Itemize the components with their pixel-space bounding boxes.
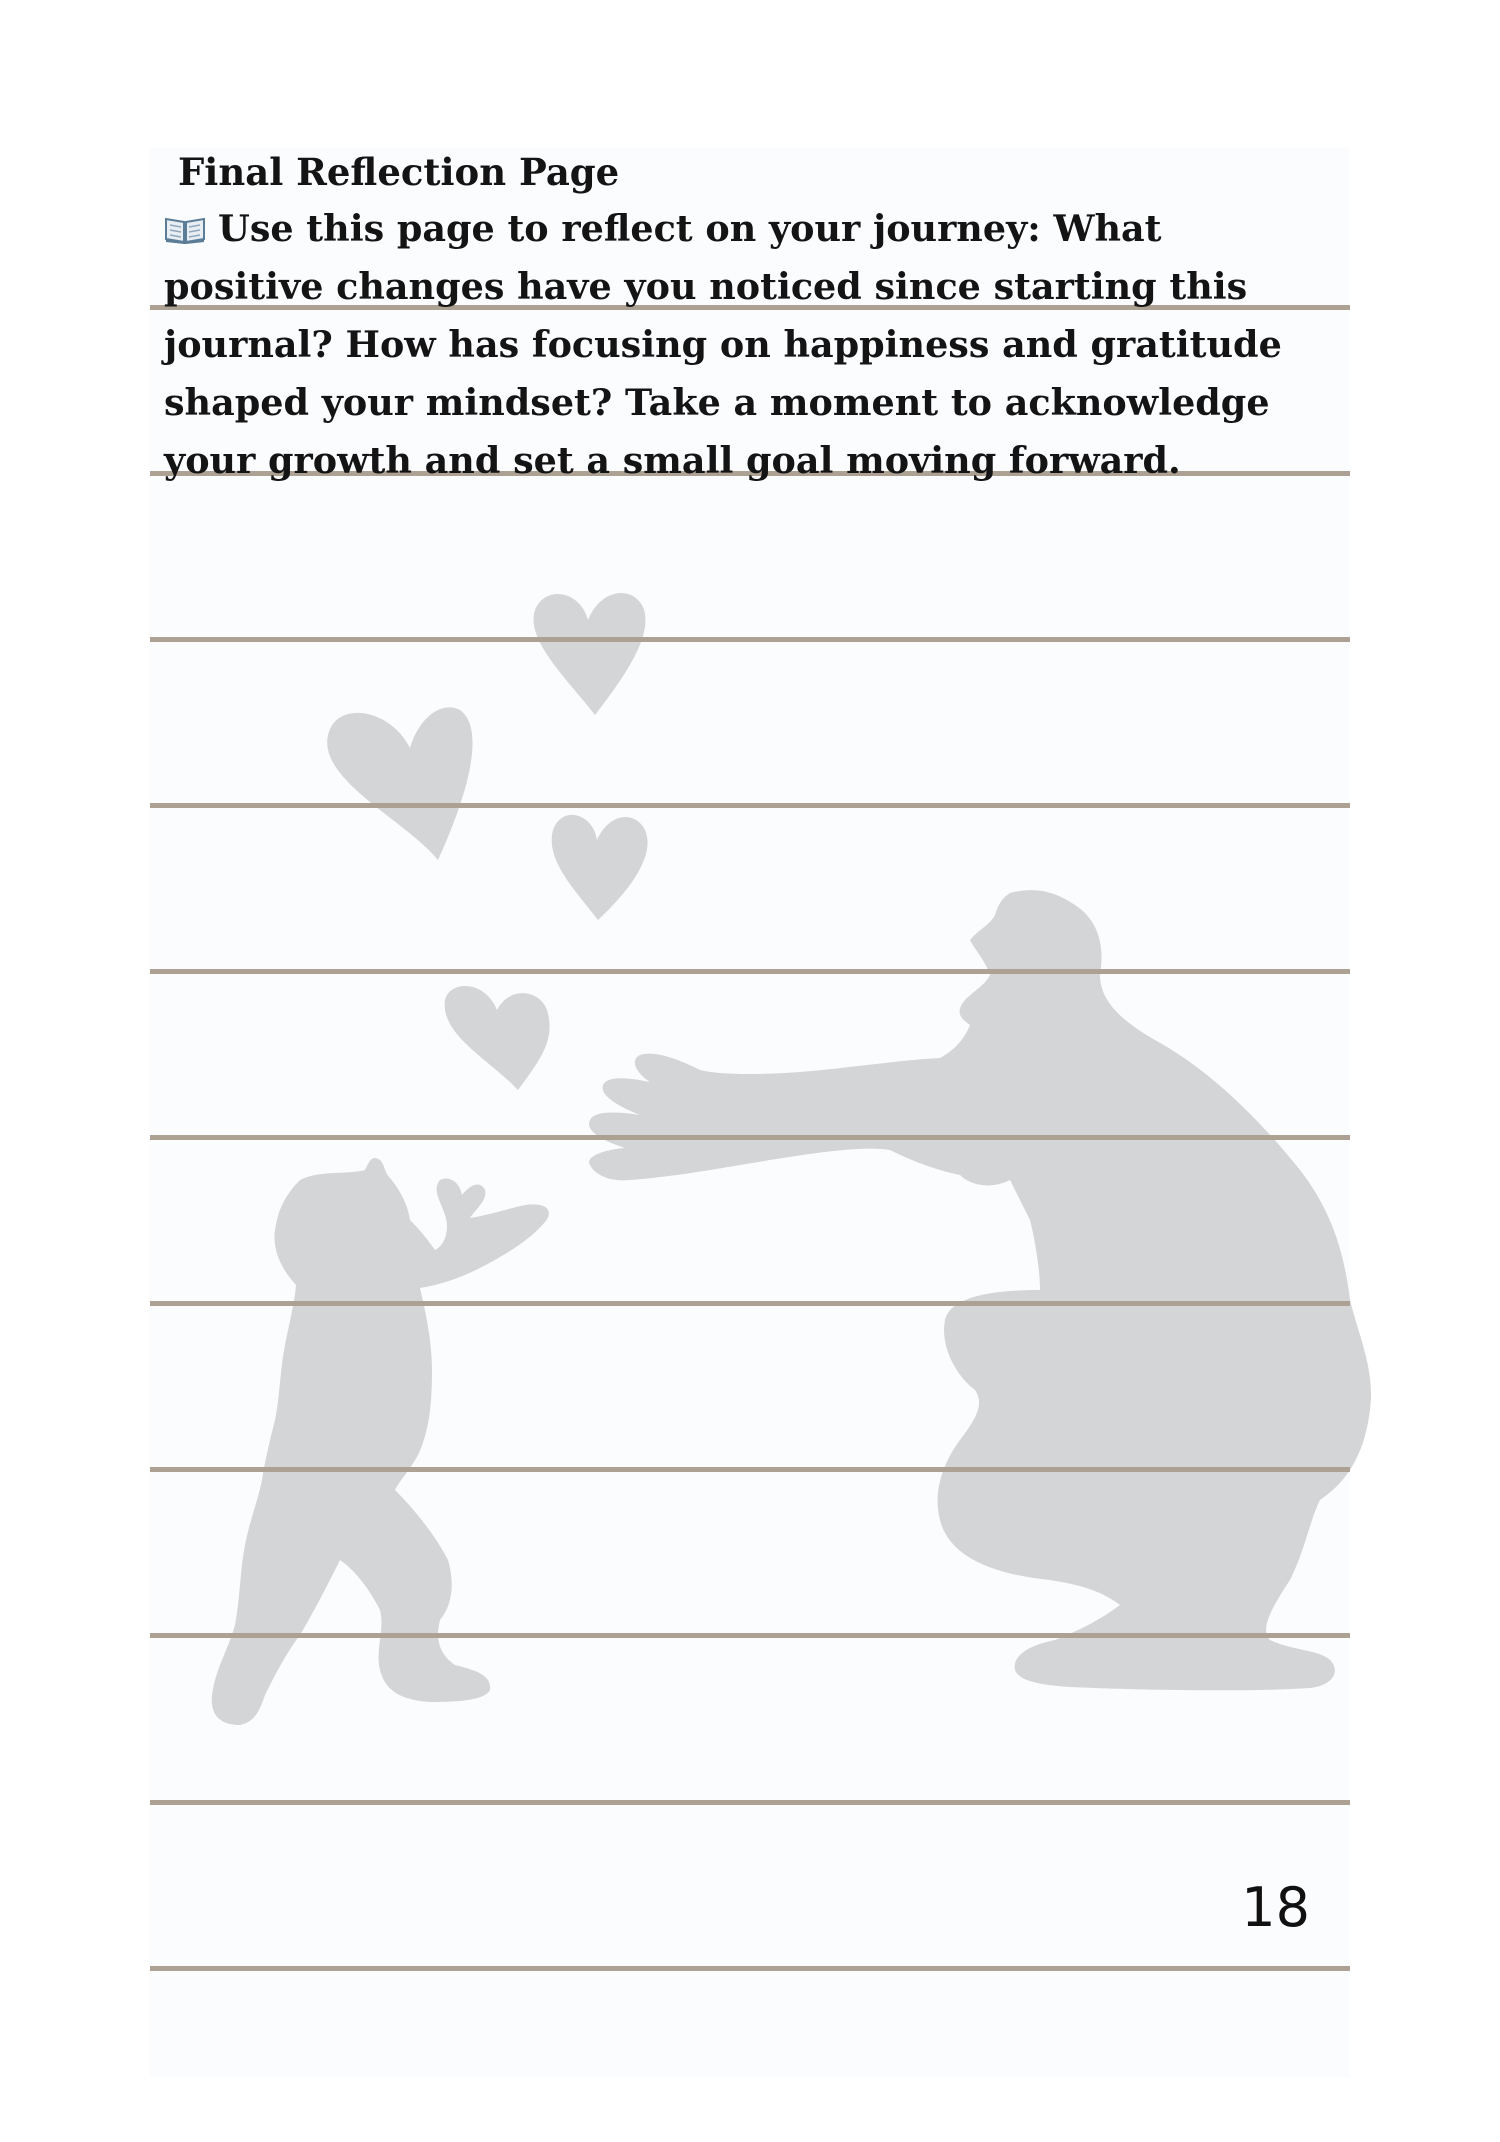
prompt-text: Use this page to reflect on your journey: What <box>218 207 1162 250</box>
rule-line <box>150 1467 1350 1472</box>
rule-line <box>150 1966 1350 1971</box>
heart-icon <box>552 815 648 920</box>
rule-line <box>150 803 1350 808</box>
prompt-line: journal? How has focusing on happiness and gratitude <box>164 323 1282 366</box>
heart-icon <box>327 707 472 860</box>
rule-line <box>150 1301 1350 1306</box>
parent-and-toddler-silhouette-icon <box>212 1158 549 1725</box>
rule-line <box>150 1800 1350 1805</box>
prompt-line: your growth and set a small goal moving forward. <box>164 439 1181 482</box>
prompt-line: positive changes have you noticed since starting this <box>164 265 1248 308</box>
reflection-prompt <box>164 200 1344 490</box>
parent-and-toddler-silhouette-icon <box>589 890 1371 1690</box>
rule-line <box>150 637 1350 642</box>
heart-icon <box>445 986 550 1090</box>
prompt-line: shaped your mindset? Take a moment to acknowledge <box>164 381 1270 424</box>
prompt-line <box>164 200 1344 258</box>
page-number: 18 <box>1241 1876 1310 1939</box>
rule-line <box>150 969 1350 974</box>
rule-line <box>150 1633 1350 1638</box>
rule-line <box>150 1135 1350 1140</box>
open-book-icon <box>164 214 206 244</box>
page-title: Final Reflection Page <box>178 150 620 194</box>
